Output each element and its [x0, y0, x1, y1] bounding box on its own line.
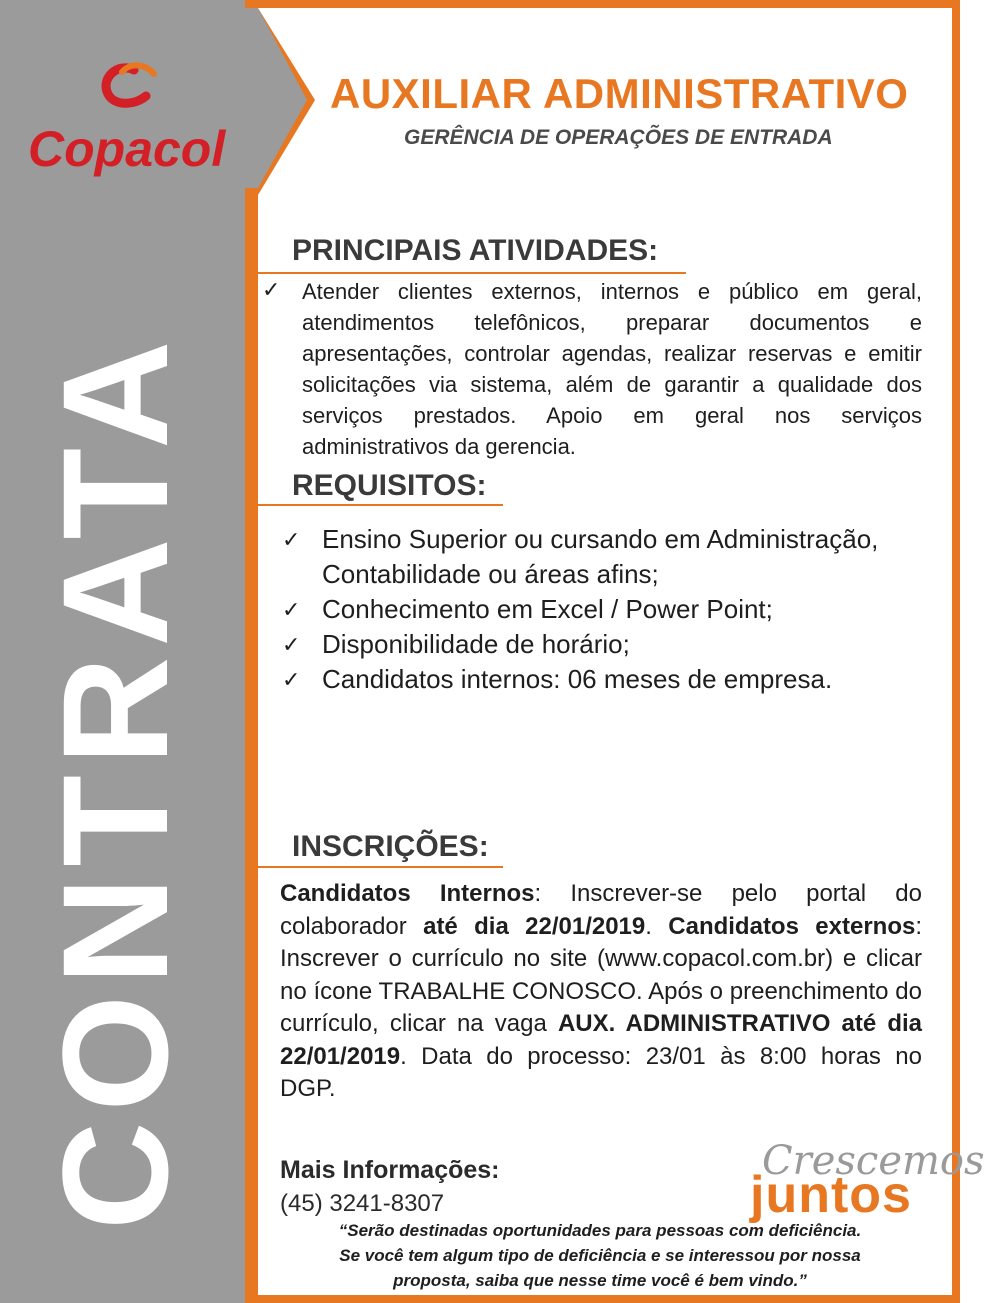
slogan-script: Crescemos	[762, 1138, 985, 1184]
check-icon: ✓	[282, 667, 301, 692]
requirement-item: ✓ Conhecimento em Excel / Power Point;	[282, 592, 932, 627]
requirement-item: ✓ Ensino Superior ou cursando em Administração, Contabilidade ou áreas afins;	[282, 524, 879, 589]
inscricoes-heading: INSCRIÇÕES:	[292, 830, 489, 863]
requirements-underline	[258, 504, 503, 506]
slogan-bold: juntos	[750, 1166, 912, 1224]
job-title: AUXILIAR ADMINISTRATIVO	[330, 70, 909, 117]
check-icon: ✓	[282, 632, 301, 657]
contrata-vertical-text: CONTRATA	[31, 330, 199, 1230]
activities-text: Atender clientes externos, internos e público em geral, atendimentos telefônicos, preparar documentos e apresentações, controlar agendas, realizar reservas e emitir solicitações via sistema, além de garantir a qualidade dos serviços prestados. Apoio em geral nos serviços administrativos da gerencia.	[302, 279, 922, 459]
copacol-logo-mark	[22, 58, 247, 188]
activities-underline	[258, 272, 686, 274]
contact-heading: Mais Informações:	[280, 1156, 500, 1184]
requirements-list	[282, 522, 932, 697]
copacol-logo-text: Copacol	[28, 121, 226, 177]
activities-heading: PRINCIPAIS ATIVIDADES:	[292, 234, 659, 267]
requirement-item: ✓ Candidatos internos: 06 meses de empresa.	[282, 662, 932, 697]
requirements-heading: REQUISITOS:	[292, 469, 487, 502]
inclusion-note: “Serão destinadas oportunidades para pessoas com deficiência. Se você tem algum tipo de deficiência e se interessou por nossa proposta, saiba que nesse time você é bem vindo.”	[338, 1221, 862, 1290]
activities-check-icon: ✓	[262, 277, 281, 302]
chevron-arrow-decoration	[245, 0, 325, 240]
check-icon: ✓	[282, 527, 301, 552]
requirement-item: ✓ Disponibilidade de horário;	[282, 627, 932, 662]
job-subtitle: GERÊNCIA DE OPERAÇÕES DE ENTRADA	[404, 126, 833, 149]
copacol-logo	[22, 58, 247, 188]
inscricoes-underline	[258, 866, 503, 868]
check-icon: ✓	[282, 597, 301, 622]
contact-phone: (45) 3241-8307	[280, 1190, 445, 1217]
inscricoes-text: Candidatos Internos: Inscrever-se pelo portal do colaborador até dia 22/01/2019. Candidatos externos: Inscrever o currículo no site (www.copacol.com.br) e clicar no ícone TRABALHE CONOSCO. Após o preenchimento do currículo, clicar na vaga AUX. ADMINISTRATIVO até dia 22/01/2019. Data do processo: 23/01 às 8:00 horas no DGP.	[280, 880, 922, 1102]
